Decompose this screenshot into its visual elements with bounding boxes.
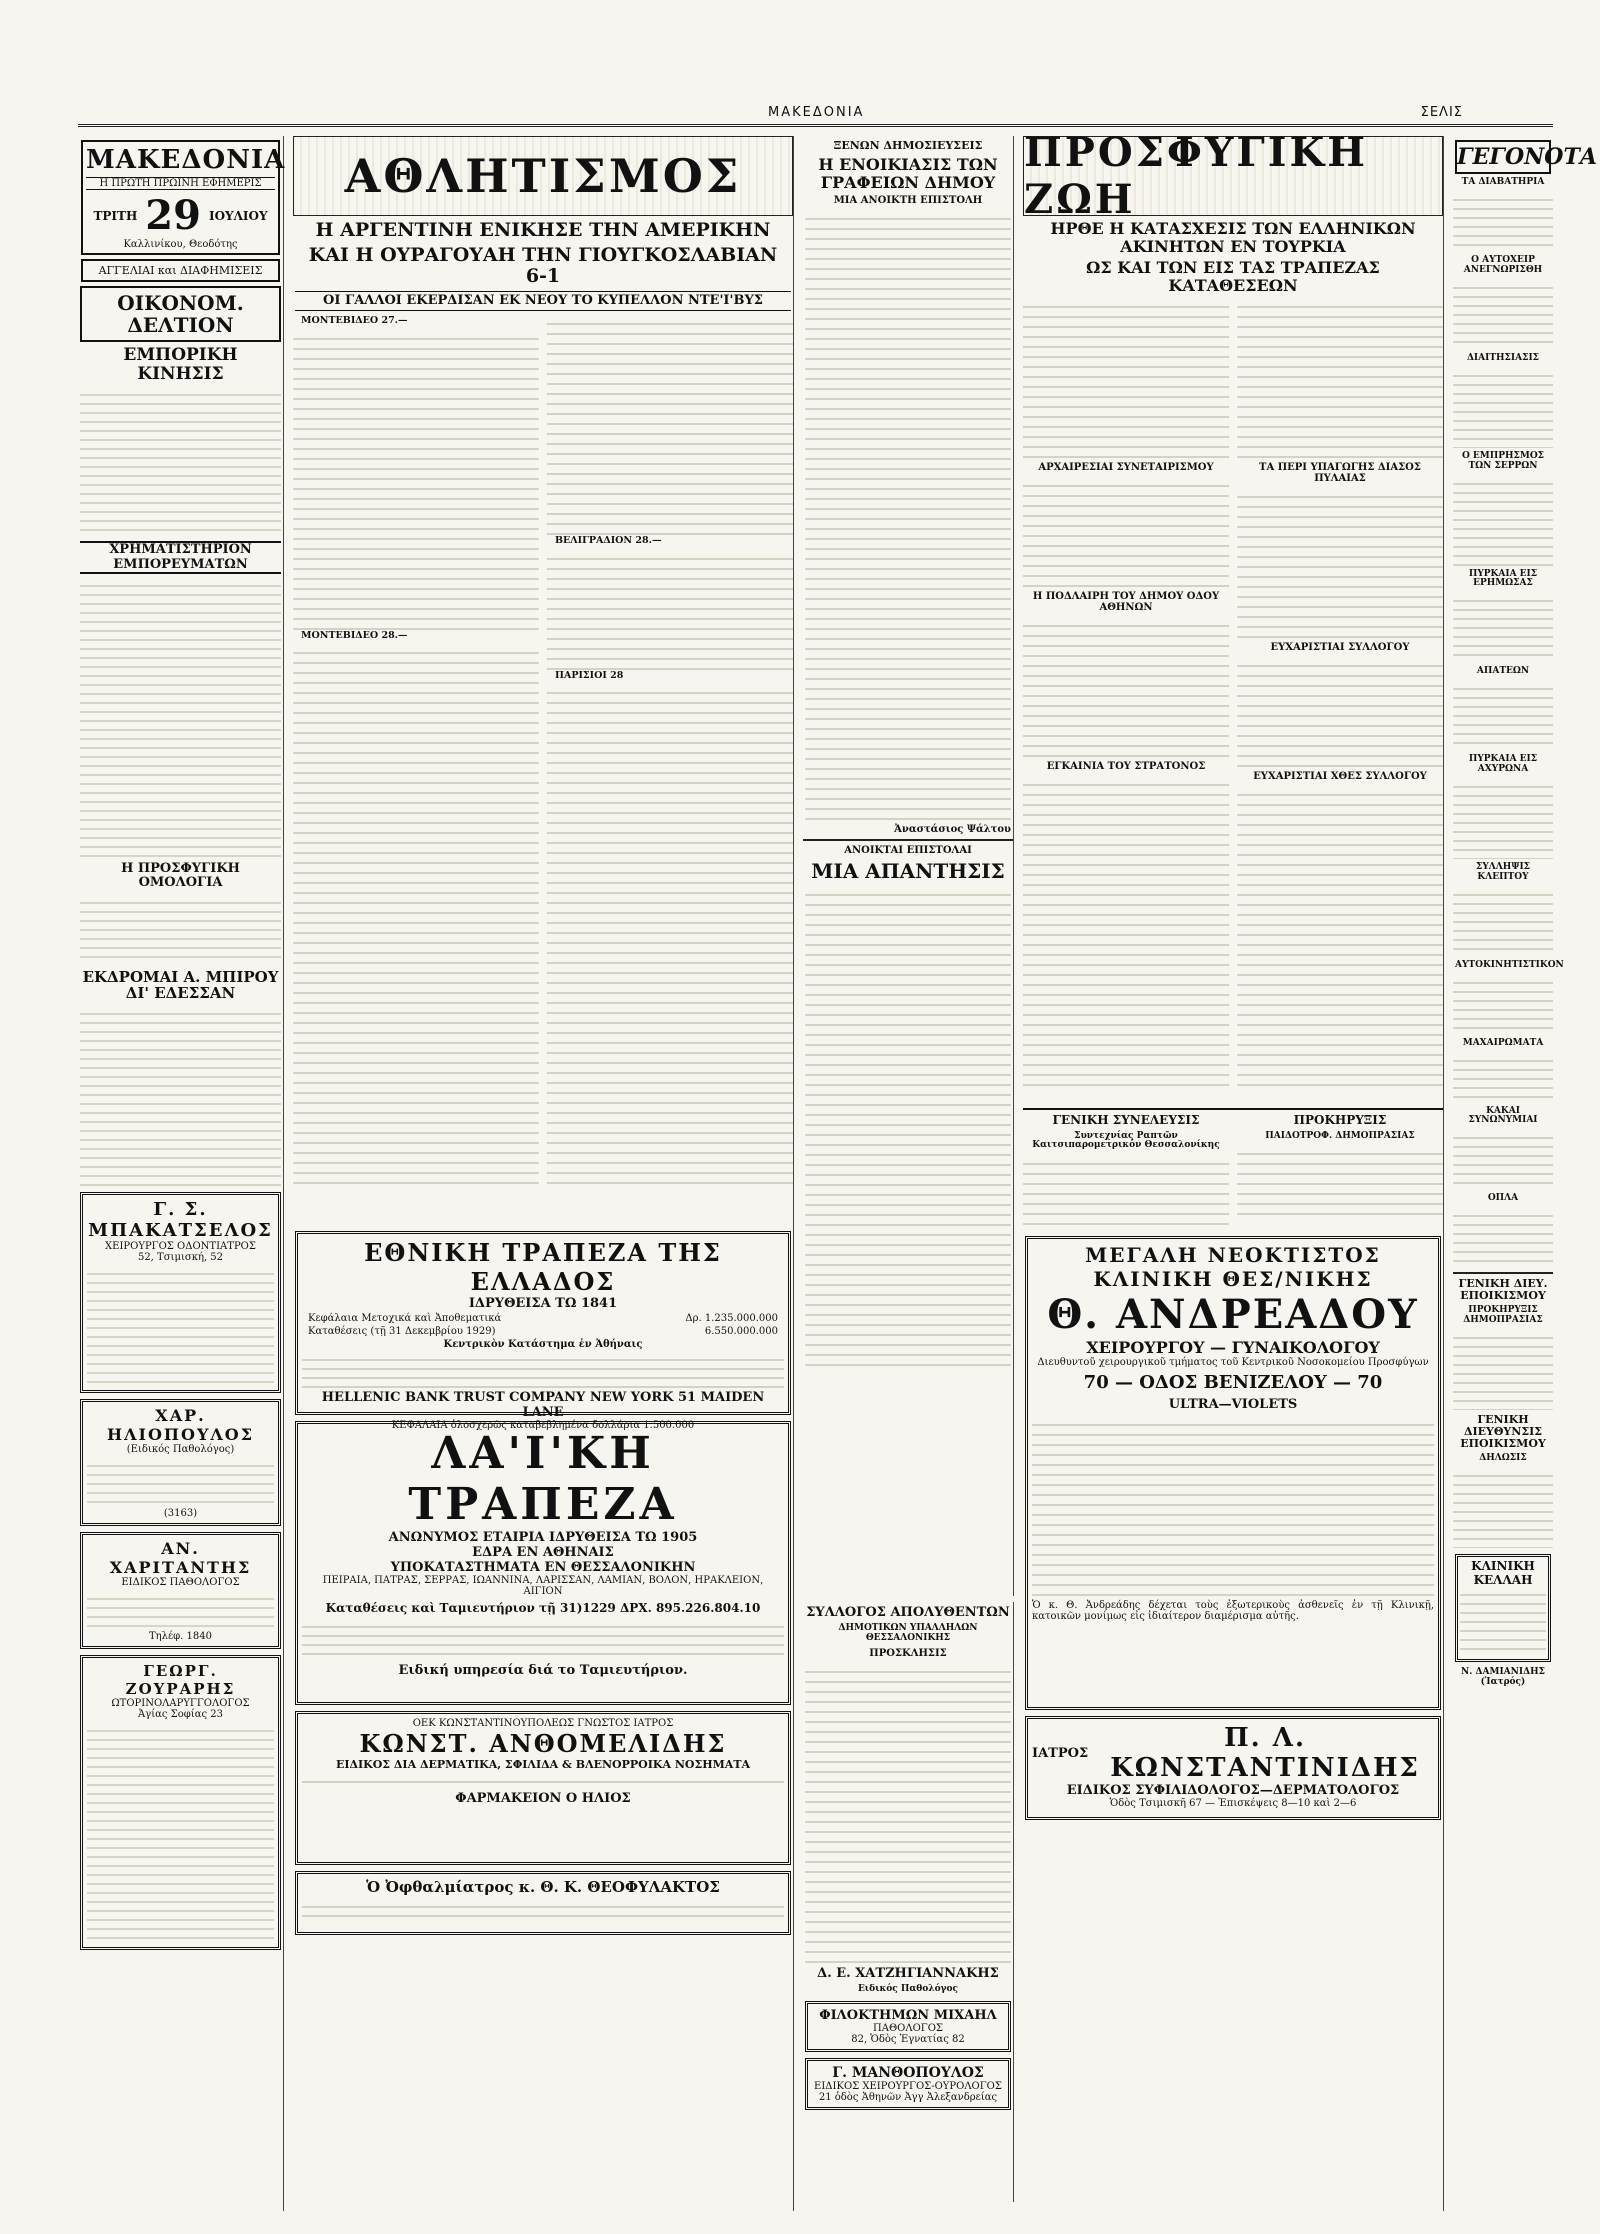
- masthead-weekday: ΤΡΙΤΗ: [93, 208, 138, 223]
- news-h7: ΠΥΡΚΑΙΑ ΕΙΣ ΑΧΥΡΩΝΑ: [1468, 754, 1538, 775]
- ad-venereal: [1025, 1716, 1441, 1820]
- refugee-body-6: [1237, 488, 1443, 638]
- news-body-12: [1453, 1208, 1553, 1268]
- clinic-note: Ὁ κ. Θ. Ἀνδρεάδης δέχεται τοὺς ἐξωτερικοὺς ἀσθενεῖς ἐν τῇ Κλινικῇ, κατοικῶν μονίμως εἰς ἰδιαίτερον διαμέρισμα αὐτῆς.: [1032, 1600, 1434, 1623]
- municipal-kicker: ΞΕΝΩΝ ΔΗΜΟΣΙΕΥΣΕΙΣ: [833, 139, 983, 152]
- news-body-1: [1453, 192, 1553, 252]
- sports-body-1: [293, 330, 539, 630]
- newspaper-page: [78, 102, 1597, 2217]
- ad-charitantis-role: ΕΙΔΙΚΟΣ ΠΑΘΟΛΟΓΟΣ: [121, 1576, 240, 1588]
- news-body-2: [1453, 280, 1553, 350]
- news-h4: Ο ΕΜΠΡΗΣΜΟΣ ΤΩΝ ΣΕΡΡΩΝ: [1461, 450, 1545, 471]
- popular-bank-branches: ΠΕΙΡΑΙΑ, ΠΑΤΡΑΣ, ΣΕΡΡΑΣ, ΙΩΑΝΝΙΝΑ, ΛΑΡΙΣΣΑΝ, ΛΑΜΙΑΝ, ΒΟΛΟΝ, ΗΡΑΚΛΕΙΟΝ, ΑΙΓΙΟΝ: [322, 1574, 764, 1597]
- popular-bank-text: [302, 1619, 784, 1659]
- popular-bank-savings: Ειδική υπηρεσία διά το Ταμιευτήριον.: [398, 1662, 688, 1678]
- popular-bank-title: ΛΑ'Ι'ΚΗ ΤΡΑΠΕΖΑ: [408, 1427, 678, 1530]
- news-body-4: [1453, 476, 1553, 566]
- national-bank-ny: HELLENIC BANK TRUST COMPANY NEW YORK 51 MAIDEN LANE: [321, 1389, 765, 1420]
- reply-title: ΜΙΑ ΑΠΑΝΤΗΣΙΣ: [811, 859, 1005, 884]
- ad-iliopoulos-role: (Ειδικός Παθολόγος): [126, 1443, 235, 1455]
- ad-zouraris-name: ΓΕΩΡΓ. ΖΟΥΡΑΡΗΣ: [125, 1661, 236, 1698]
- employees-sub: ΔΗΜΟΤΙΚΩΝ ΥΠΑΛΛΗΛΩΝ ΘΕΣΣΑΛΟΝΙΚΗΣ: [838, 1623, 978, 1644]
- exchange-body-text: [80, 578, 281, 858]
- news-body-6: [1453, 681, 1553, 751]
- ad-iliopoulos-name: ΧΑΡ. ΗΛΙΟΠΟΥΛΟΣ: [106, 1405, 255, 1444]
- filoktimon-addr: 82, Ὁδὸς Ἐγνατίας 82: [851, 2034, 965, 2046]
- venereal-hours: Ὁδὸς Τσιμισκῆ 67 — Ἐπισκέψεις 8—10 καὶ 2—6: [1109, 1798, 1357, 1810]
- refugee-s8-sub: ΠΑΙΔΟΤΡΟΦ. ΔΗΜΟΠΡΑΣΙΑΣ: [1265, 1130, 1415, 1141]
- sports-body-4: [547, 550, 793, 670]
- employees-notice: ΠΡΟΣΚΛΗΣΙΣ: [869, 1648, 947, 1660]
- ophthalmologist-text: [302, 1899, 784, 1917]
- municipal-sign: Ἀναστάσιος Ψάλτου: [894, 824, 1011, 836]
- popular-bank-seat: ΕΔΡΑ ΕΝ ΑΘΗΝΑΙΣ: [472, 1544, 614, 1560]
- sports-body-2: [293, 644, 539, 1184]
- kellai-clinic-doctor: Ν. ΔΑΜΙΑΝΙΔΗΣ (Ἰατρός): [1461, 1667, 1545, 1688]
- popular-bank-branches-title: ΥΠΟΚΑΤΑΣΤΗΜΑΤΑ ΕΝ ΘΕΣΣΑΛΟΝΙΚΗΝ: [390, 1559, 696, 1575]
- national-bank-hq: Κεντρικὸν Κατάστημα ἐν Ἀθήναις: [443, 1338, 643, 1350]
- refugee-body-9: [1023, 1155, 1229, 1225]
- filoktimon-name: ΦΙΛΟΚΤΗΜΩΝ ΜΙΧΑΗΛ: [819, 2008, 997, 2024]
- news-h10: ΜΑΧΑΙΡΩΜΑΤΑ: [1462, 1037, 1544, 1048]
- bonds-body-text: [80, 895, 281, 965]
- manthopoulos-name: Γ. ΜΑΝΘΟΠΟΥΛΟΣ: [832, 2065, 984, 2082]
- econ-exchange: ΧΡΗΜΑΤΙΣΤΗΡΙΟΝ ΕΜΠΟΡΕΥΜΑΤΩΝ: [80, 541, 281, 574]
- dermatologist-title: ΟΕΚ ΚΩΝΣΤΑΝΤΙΝΟΥΠΟΛΕΩΣ ΓΝΩΣΤΟΣ ΙΑΤΡΟΣ: [412, 1717, 674, 1729]
- column-5: [1453, 136, 1597, 2211]
- news-body-3: [1453, 368, 1553, 448]
- filoktimon-role: ΠΑΘΟΛΟΓΟΣ: [873, 2023, 943, 2035]
- employees-doctor-role: Ειδικός Παθολόγος: [857, 1984, 959, 1995]
- news-h2: Ο ΑΥΤΟΧΕΙΡ ΑΝΕΓΝΩΡΙΣΘΗ: [1463, 255, 1543, 275]
- ad-popular-bank: [295, 1421, 791, 1705]
- news-body-13: [1453, 1330, 1553, 1410]
- dermatologist-role: ΕΙΔΙΚΟΣ ΔΙΑ ΔΕΡΜΑΤΙΚΑ, ΣΦΙΛΙΔΑ & ΒΛΕΝΟΡΡΟΙΚΑ ΝΟΣΗΜΑΤΑ: [335, 1757, 751, 1771]
- employees-body: [805, 1663, 1011, 1963]
- column-2: [293, 136, 794, 2211]
- ads-notice: ΑΓΓΕΛΙΑΙ και ΔΙΑΦΗΜΙΣΕΙΣ: [81, 259, 280, 282]
- ad-bakatselos-text: [87, 1266, 274, 1386]
- ad-manthopoulos: [805, 2058, 1011, 2110]
- kellai-clinic-text: [1460, 1587, 1546, 1657]
- news-body-9: [1453, 975, 1553, 1035]
- news-h5: ΠΥΡΚΑΙΑ ΕΙΣ ΕΡΗΜΩΣΑΣ: [1468, 568, 1538, 589]
- masthead-subtitle: Η ΠΡΩΤΗ ΠΡΩΙΝΗ ΕΦΗΜΕΡΙΣ: [86, 177, 275, 190]
- ad-bakatselos: [80, 1192, 281, 1393]
- news-h13-sub: ΠΡΟΚΗΡΥΞΙΣ ΔΗΜΟΠΡΑΣΙΑΣ: [1463, 1305, 1543, 1326]
- employees-title: ΣΥΛΛΟΓΟΣ ΑΠΟΛΥΘΕΝΤΩΝ: [806, 1605, 1010, 1620]
- news-h14-sub: ΔΗΛΩΣΙΣ: [1479, 1453, 1527, 1464]
- reply-body: [805, 886, 1011, 1366]
- news-body-11: [1453, 1130, 1553, 1190]
- sports-subhead: ΟΙ ΓΑΛΛΟΙ ΕΚΕΡΔΙΣΑΝ ΕΚ ΝΕΟΥ ΤΟ ΚΥΠΕΛΛΟΝ ΝΤΕ'Ι'ΒΥΣ: [295, 291, 791, 311]
- clinic-dept: Διευθυντοῦ χειρουργικοῦ τμήματος τοῦ Κεντρικοῦ Νοσοκομείου Προσφύγων: [1037, 1357, 1429, 1369]
- news-h3: ΔΙΑΙΤΗΣΙΑΣΙΣ: [1466, 352, 1540, 363]
- ad-kellai-clinic: [1455, 1554, 1551, 1662]
- news-body-7: [1453, 779, 1553, 859]
- ad-zouraris-role: ΩΤΟΡΙΝΟΛΑΡΥΓΓΟΛΟΓΟΣ: [111, 1697, 250, 1709]
- econ-commercial: ΕΜΠΟΡΙΚΗ ΚΙΝΗΣΙΣ: [123, 345, 238, 384]
- venereal-name: Π. Λ. ΚΩΝΣΤΑΝΤΙΝΙΔΗΣ: [1110, 1723, 1420, 1784]
- refugee-s2: Η ΠΟΔΛΑΙΡΗ ΤΟΥ ΔΗΜΟΥ ΟΔΟΥ ΑΘΗΝΩΝ: [1032, 591, 1220, 614]
- sports-body-5: [547, 684, 793, 1184]
- news-body-5: [1453, 593, 1553, 663]
- column-1: [78, 136, 284, 2211]
- refugee-s4: ΕΥΧΑΡΙΣΤΙΑΙ ΣΥΛΛΟΓΟΥ: [1270, 642, 1410, 654]
- kellai-clinic-title: ΚΛΙΝΙΚΗ ΚΕΛΛΑΗ: [1471, 1559, 1535, 1588]
- national-bank-capital-label: Κεφάλαια Μετοχικά καὶ Ἀποθεματικά: [308, 1312, 502, 1324]
- news-h13: ΓΕΝΙΚΗ ΔΙΕΥ. ΕΠΟΙΚΙΣΜΟΥ: [1458, 1277, 1548, 1303]
- ad-clinic: [1025, 1236, 1441, 1710]
- ad-bakatselos-role: ΧΕΙΡΟΥΡΓΟΣ ΟΔΟΝΤΙΑΤΡΟΣ: [105, 1240, 256, 1252]
- refugee-s1: ΑΡΧΑΙΡΕΣΙΑΙ ΣΥΝΕΤΑΙΡΙΣΜΟΥ: [1038, 462, 1214, 474]
- econ-trips: ΕΚΔΡΟΜΑΙ Α. ΜΠΙΡΟΥ ΔΙ' ΕΔΕΣΣΑΝ: [82, 967, 279, 1003]
- sports-dateline-2: ΜΟΝΤΕΒΙΔΕΟ 28.—: [301, 629, 408, 641]
- refugee-s6: ΕΥΧΑΡΙΣΤΙΑΙ ΧΘΕΣ ΣΥΛΛΟΓΟΥ: [1253, 771, 1427, 783]
- venereal-prefix: ΙΑΤΡΟΣ: [1032, 1745, 1089, 1761]
- refugee-body-1: [1023, 298, 1229, 458]
- masthead-day: 29: [145, 192, 201, 239]
- news-h14: ΓΕΝΙΚΗ ΔΙΕΥΘΥΝΣΙΣ ΕΠΟΙΚΙΣΜΟΥ: [1460, 1413, 1546, 1451]
- masthead-saints: Καλλινίκου, Θεοδότης: [123, 239, 238, 250]
- column-3-lower: [803, 1602, 1014, 2202]
- masthead-name: ΜΑΚΕΔΟΝΙΑ: [86, 145, 286, 175]
- dermatologist-name: ΚΩΝΣΤ. ΑΝΘΟΜΕΛΙΔΗΣ: [359, 1728, 727, 1758]
- news-h8: ΣΥΛΛΗΨΙΣ ΚΛΕΠΤΟΥ: [1475, 861, 1531, 882]
- sports-body-3: [547, 315, 793, 535]
- refugee-s3: ΤΑ ΠΕΡΙ ΥΠΑΓΩΓΗΣ ΔΙΑΣΟΣ ΠΥΛΑΙΑΣ: [1259, 462, 1421, 485]
- running-head-title: ΜΑΚΕΔΟΝΙΑ: [768, 105, 865, 120]
- national-bank-founded: ΙΔΡΥΘΕΙΣΑ ΤΩ 1841: [468, 1295, 618, 1311]
- sports-banner: ΑΘΛΗΤΙΣΜΟΣ: [293, 136, 793, 216]
- municipal-title: Η ΕΝΟΙΚΙΑΣΙΣ ΤΩΝ ΓΡΑΦΕΙΩΝ ΔΗΜΟΥ: [818, 155, 998, 192]
- ad-national-bank: [295, 1231, 791, 1431]
- refugee-s7-sub: Συντεχνίας Ραπτῶν Καιτσιπαρομετρικόν Θεσσαλονίκης: [1032, 1130, 1220, 1151]
- ad-iliopoulos-addr: (3163): [163, 1507, 198, 1519]
- masthead-month: ΙΟΥΛΙΟΥ: [208, 208, 268, 223]
- national-bank-capital-usd: ΚΕΦΑΛΑΙΑ ὁλοσχερῶς καταβεβλημένα δολλάρια 1.500.000: [391, 1419, 695, 1431]
- running-head-page: ΣΕΛΙΣ: [1420, 105, 1463, 120]
- ad-charitantis-text: [87, 1591, 274, 1631]
- refugee-body-8: [1237, 786, 1443, 1086]
- news-body-14: [1453, 1468, 1553, 1548]
- popular-bank-deposits: Καταθέσεις καὶ Ταμιευτήριον τῇ 31)1229 ΔΡΧ. 895.226.804.10: [325, 1600, 761, 1615]
- ad-zourаris: [80, 1655, 281, 1950]
- clinic-role: ΧΕΙΡΟΥΡΓΟΥ — ΓΥΝΑΙΚΟΛΟΓΟΥ: [1086, 1338, 1380, 1358]
- refugee-headline-1: ΗΡΘΕ Η ΚΑΤΑΣΧΕΣΙΣ ΤΩΝ ΕΛΛΗΝΙΚΩΝ ΑΚΙΝΗΤΩΝ ΕΝ ΤΟΥΡΚΙΑ: [1050, 219, 1416, 256]
- clinic-rays: ULTRA—VIOLETS: [1168, 1397, 1298, 1413]
- running-head: [78, 102, 1553, 127]
- news-body-10: [1453, 1053, 1553, 1103]
- manthopoulos-addr: 21 ὁδὸς Ἀθηνῶν Ἀγγ Ἀλεξανδρείας: [818, 2092, 998, 2104]
- clinic-title: ΜΕΓΑΛΗ ΝΕΟΚΤΙΣΤΟΣ ΚΛΙΝΙΚΗ ΘΕΣ/ΝΙΚΗΣ: [1085, 1243, 1381, 1292]
- econ-body-text: [80, 387, 281, 537]
- sports-dateline-1: ΜΟΝΤΕΒΙΔΕΟ 27.—: [301, 314, 408, 326]
- venereal-role: ΕΙΔΙΚΟΣ ΣΥΦΙΛΙΔΟΛΟΓΟΣ—ΔΕΡΜΑΤΟΛΟΓΟΣ: [1066, 1783, 1400, 1799]
- refugee-s5: ΕΓΚΑΙΝΙΑ ΤΟΥ ΣΤΡΑΤΟΝΟΣ: [1046, 761, 1206, 773]
- news-h11: ΚΑΚΑΙ ΣΥΝΩΝΥΜΙΑΙ: [1468, 1105, 1538, 1126]
- popular-bank-subtitle: ΑΝΩΝΥΜΟΣ ΕΤΑΙΡΙΑ ΙΔΡΥΘΕΙΣΑ ΤΩ 1905: [388, 1529, 698, 1545]
- refugee-body-2: [1023, 477, 1229, 587]
- news-h6: ΑΠΑΤΕΩΝ: [1476, 666, 1530, 677]
- dermatologist-pharmacy: ΦΑΡΜΑΚΕΙΟΝ Ο ΗΛΙΟΣ: [455, 1790, 631, 1806]
- sports-dateline-3: ΒΕΛΙΓΡΑΔΙΟΝ 28.—: [555, 534, 662, 546]
- sports-headline-1: Η ΑΡΓΕΝΤΙΝΗ ΕΝΙΚΗΣΕ ΤΗΝ ΑΜΕΡΙΚΗΝ: [315, 219, 771, 241]
- refugee-body-5: [1237, 298, 1443, 458]
- news-h1: ΤΑ ΔΙΑΒΑΤΗΡΙΑ: [1461, 177, 1545, 188]
- national-bank-deposits: 6.550.000.000: [704, 1325, 778, 1337]
- masthead: [81, 140, 286, 255]
- column-4: [1023, 129, 1444, 2211]
- econ-bonds: Η ΠΡΟΣΦΥΓΙΚΗ ΟΜΟΛΟΓΙΑ: [121, 860, 240, 891]
- ophthalmologist-name: Ὁ Ὀφθαλμίατρος κ. Θ. Κ. ΘΕΟΦΥΛΑΚΤΟΣ: [366, 1877, 720, 1896]
- ad-ophthalmologist: [295, 1871, 791, 1935]
- econ-header: ΟΙΚΟΝΟΜ. ΔΕΛΤΙΟΝ: [80, 286, 281, 342]
- municipal-sub: ΜΙΑ ΑΝΟΙΚΤΗ ΕΠΙΣΤΟΛΗ: [833, 195, 983, 207]
- news-h9: ΑΥΤΟΚΙΝΗΤΙΣΤΙΚΟΝ: [1455, 959, 1564, 970]
- clinic-text: [1032, 1416, 1434, 1596]
- news-h12: ΟΠΛΑ: [1487, 1193, 1519, 1204]
- refugee-body-3: [1023, 617, 1229, 757]
- column-3: [803, 136, 1014, 1596]
- ad-filoktimon: [805, 2001, 1011, 2052]
- ad-bakatselos-addr: 52, Τσιμισκή, 52: [137, 1251, 224, 1263]
- ad-charitantis-addr: Τηλέφ. 1840: [149, 1630, 212, 1642]
- dermatologist-text: [302, 1774, 784, 1788]
- municipal-body: [805, 210, 1011, 820]
- ad-iliopoulos: [80, 1399, 281, 1526]
- employees-doctor: Δ. Ε. ΧΑΤΖΗΓΙΑΝΝΑΚΗΣ: [817, 1966, 999, 1982]
- sports-dateline-4: ΠΑΡΙΣΙΟΙ 28: [555, 669, 624, 681]
- national-bank-text: [302, 1352, 784, 1388]
- refugee-body-10: [1237, 1145, 1443, 1215]
- news-title: ΓΕΓΟΝΟΤΑ: [1455, 140, 1551, 174]
- refugee-s7: ΓΕΝΙΚΗ ΣΥΝΕΛΕΥΣΙΣ: [1052, 1113, 1200, 1128]
- ad-charitantis: [80, 1532, 281, 1649]
- clinic-addr: 70 — ΟΔΟΣ ΒΕΝΙΖΕΛΟΥ — 70: [1083, 1372, 1383, 1394]
- reply-kicker: ΑΝΟΙΚΤΑΙ ΕΠΙΣΤΟΛΑΙ: [844, 845, 972, 857]
- refugee-body-7: [1237, 657, 1443, 767]
- refugee-banner: ΠΡΟΣΦΥΓΙΚΗ ΖΩΗ: [1023, 136, 1443, 216]
- ad-iliopoulos-text: [87, 1458, 274, 1508]
- clinic-doctor: Θ. ΑΝΔΡΕΑΔΟΥ: [1047, 1291, 1419, 1339]
- refugee-s8: ΠΡΟΚΗΡΥΞΙΣ: [1293, 1113, 1387, 1128]
- news-body-8: [1453, 887, 1553, 957]
- ad-charitantis-name: ΑΝ. ΧΑΡΙΤΑΝΤΗΣ: [109, 1538, 252, 1577]
- refugee-headline-2: ΩΣ ΚΑΙ ΤΩΝ ΕΙΣ ΤΑΣ ΤΡΑΠΕΖΑΣ ΚΑΤΑΘΕΣΕΩΝ: [1086, 258, 1380, 295]
- national-bank-deposits-label: Καταθέσεις (τῇ 31 Δεκεμβρίου 1929): [308, 1325, 496, 1337]
- ad-dermatologist: [295, 1711, 791, 1865]
- manthopoulos-role: ΕΙΔΙΚΟΣ ΧΕΙΡΟΥΡΓΟΣ-ΟΥΡΟΛΟΓΟΣ: [814, 2081, 1002, 2093]
- national-bank-capital: Δρ. 1.235.000.000: [685, 1312, 778, 1324]
- national-bank-title: ΕΘΝΙΚΗ ΤΡΑΠΕΖΑ ΤΗΣ ΕΛΛΑΔΟΣ: [364, 1237, 722, 1296]
- ad-zouraris-addr: Ἀγίας Σοφίας 23: [138, 1708, 223, 1720]
- trips-body-text: [80, 1006, 281, 1186]
- refugee-body-4: [1023, 776, 1229, 1086]
- sports-headline-2: ΚΑΙ Η ΟΥΡΑΓΟΥΑΗ ΤΗΝ ΓΙΟΥΓΚΟΣΛΑΒΙΑΝ 6-1: [308, 243, 778, 287]
- ad-bakatselos-name: Γ. Σ. ΜΠΑΚΑΤΣΕΛΟΣ: [88, 1198, 273, 1241]
- ad-zouraris-text: [87, 1723, 274, 1943]
